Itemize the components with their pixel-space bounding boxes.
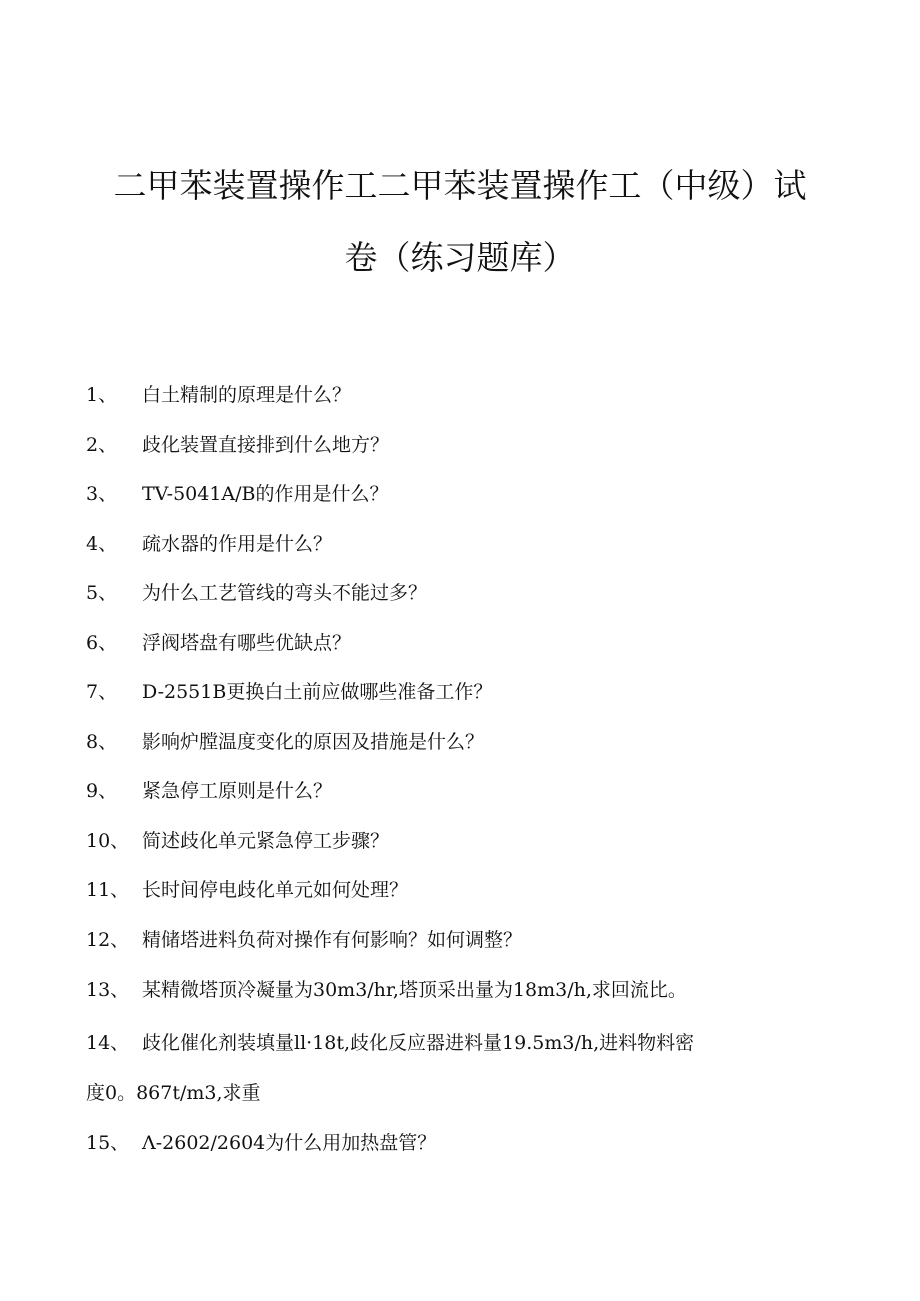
question-text: 紧急停工原则是什么？ — [142, 780, 333, 802]
question-text: D-2551B更换白土前应做哪些准备工作？ — [142, 681, 493, 703]
title-line-1: 二甲苯装置操作工二甲苯装置操作工（中级）试 — [113, 166, 807, 205]
question-number: 3、 — [86, 483, 118, 505]
question-text: 简述歧化单元紧急停工步骤？ — [142, 830, 390, 852]
question-number: 7、 — [86, 681, 118, 703]
question-text: 疏水器的作用是什么？ — [142, 533, 333, 555]
question-number: 11、 — [86, 879, 130, 901]
question-number: 12、 — [86, 929, 130, 951]
question-text: 长时间停电歧化单元如何处理？ — [142, 879, 409, 901]
question-text: TV-5041A/B的作用是什么？ — [142, 483, 389, 505]
question-text: 白土精制的原理是什么？ — [142, 384, 352, 406]
question-number: 1、 — [86, 384, 118, 406]
question-item — [86, 826, 846, 856]
question-item — [86, 578, 846, 608]
question-text: 浮阀塔盘有哪些优缺点？ — [142, 632, 352, 654]
question-item — [86, 628, 846, 658]
question-item — [86, 776, 846, 806]
question-item — [86, 925, 846, 955]
question-text: 歧化催化剂装填量ll·18t,歧化反应器进料量19.5m3/h,进料物料密 — [142, 1032, 695, 1054]
question-text: 歧化装置直接排到什么地方？ — [142, 434, 390, 456]
question-item — [86, 677, 846, 707]
question-text: 精储塔进料负荷对操作有何影响？如何调整？ — [142, 929, 523, 951]
question-item — [86, 975, 846, 1005]
question-text: 影响炉膛温度变化的原因及措施是什么？ — [142, 731, 485, 753]
question-number: 6、 — [86, 632, 118, 654]
question-item — [86, 1128, 846, 1158]
question-number: 8、 — [86, 731, 118, 753]
question-text: Λ-2602/2604为什么用加热盘管？ — [142, 1132, 437, 1154]
question-text: 为什么工艺管线的弯头不能过多？ — [142, 582, 428, 604]
question-item — [86, 727, 846, 757]
question-item — [86, 380, 846, 410]
question-number: 2、 — [86, 434, 118, 456]
question-number: 15、 — [86, 1132, 130, 1154]
question-text: 某精微塔顶冷凝量为30m3/hr,塔顶采出量为18m3/h,求回流比。 — [142, 979, 687, 1001]
question-number: 5、 — [86, 582, 118, 604]
question-item — [86, 479, 846, 509]
question-number: 9、 — [86, 780, 118, 802]
question-number: 14、 — [86, 1032, 130, 1054]
question-number: 13、 — [86, 979, 130, 1001]
question-item — [86, 875, 846, 905]
question-number: 10、 — [86, 830, 130, 852]
title-line-2: 卷（练习题库） — [344, 238, 576, 277]
question-number: 4、 — [86, 533, 118, 555]
question-item — [86, 430, 846, 460]
question-item — [86, 529, 846, 559]
question-text-continuation: 度0。867t/m3,求重 — [86, 1082, 261, 1104]
